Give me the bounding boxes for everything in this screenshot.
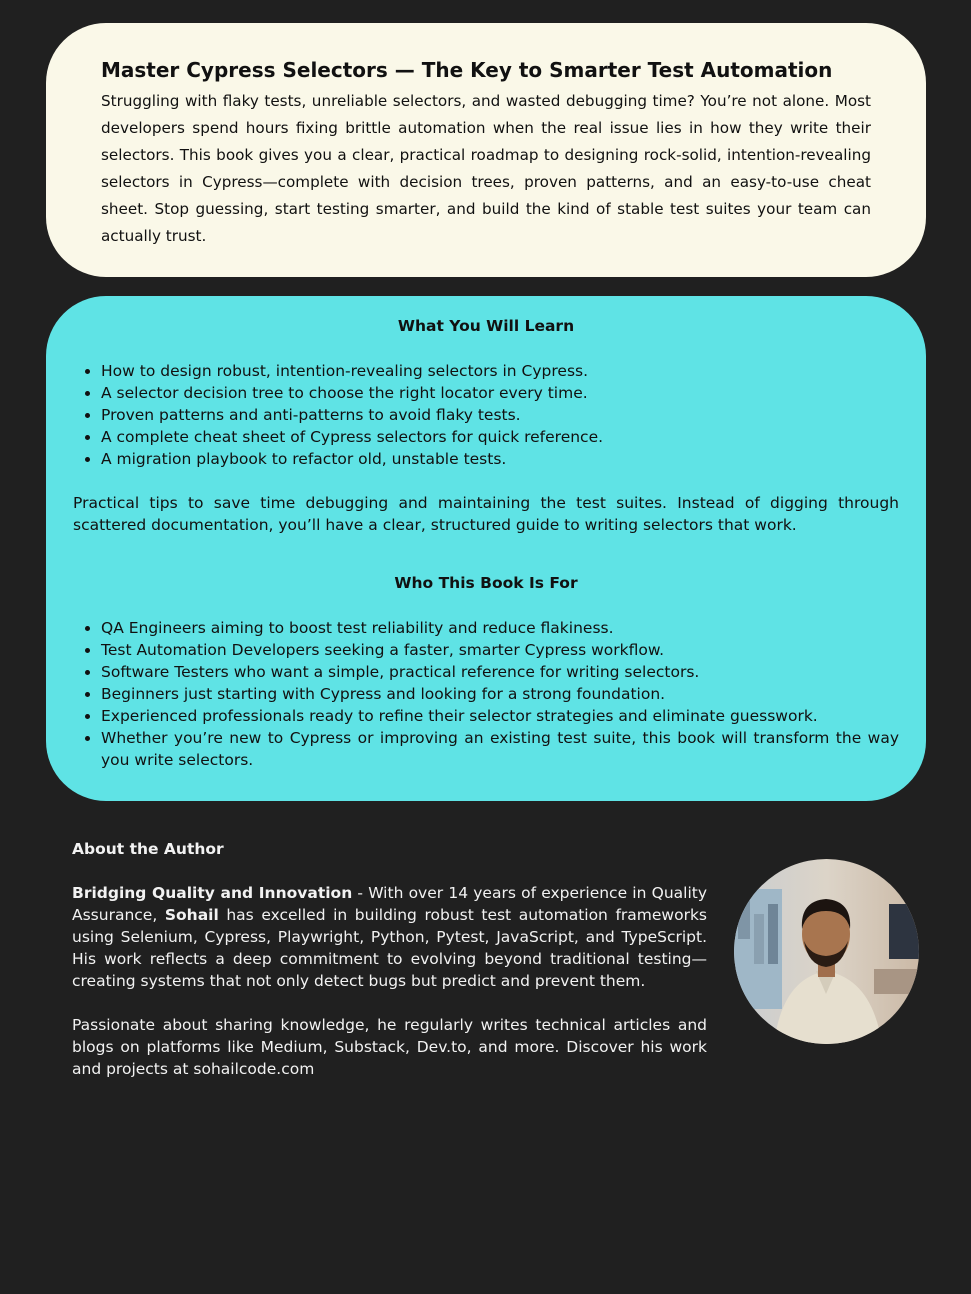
book-title: Master Cypress Selectors — The Key to Smarter Test Automation	[101, 58, 833, 82]
list-item: • A selector decision tree to choose the right locator every time.	[101, 382, 899, 404]
list-item: • Whether you’re new to Cypress or improving an existing test suite, this book will transform the way you write selectors.	[101, 727, 899, 771]
about-heading: About the Author	[72, 840, 224, 858]
author-links-text: Passionate about sharing knowledge, he regularly writes technical articles and blogs on platforms like Medium, Substack, Dev.to, and more. Discover his work and projects at sohailcode.com	[72, 1016, 707, 1078]
learn-heading: What You Will Learn	[397, 317, 575, 335]
bio-tagline: Bridging Quality and Innovation	[72, 884, 353, 902]
bio-text-a: - With over 14 years of experience in Quality Assurance,	[72, 884, 708, 924]
list-item: • A complete cheat sheet of Cypress selectors for quick reference.	[101, 426, 899, 448]
learn-list	[73, 360, 899, 470]
list-item: • Proven patterns and anti-patterns to avoid flaky tests.	[101, 404, 899, 426]
list-item: • Beginners just starting with Cypress and looking for a strong foundation.	[101, 683, 899, 705]
author-bio	[72, 882, 707, 992]
audience-heading: Who This Book Is For	[394, 574, 578, 592]
list-item: • Software Testers who want a simple, practical reference for writing selectors.	[101, 661, 899, 683]
author-portrait-icon	[734, 859, 919, 1044]
list-item: • QA Engineers aiming to boost test reliability and reduce flakiness.	[101, 617, 899, 639]
list-item: • Experienced professionals ready to refine their selector strategies and eliminate guesswork.	[101, 705, 899, 727]
list-item: • How to design robust, intention-revealing selectors in Cypress.	[101, 360, 899, 382]
learn-card	[46, 296, 926, 801]
intro-card	[46, 23, 926, 277]
about-author-section	[72, 838, 707, 1080]
bio-text-b: has excelled in building robust test automation frameworks using Selenium, Cypress, Playwright, Python, Pytest, JavaScript, and TypeScript. His work reflects a deep commitment to evolving beyond traditional testing—creating systems that not only detect bugs but predict and prevent them.	[72, 906, 707, 990]
audience-list	[73, 617, 899, 771]
author-photo	[734, 859, 919, 1044]
practical-tips-text: Practical tips to save time debugging and maintaining the test suites. Instead of digging through scattered documentation, you’ll have a clear, structured guide to writing selectors that work.	[73, 494, 899, 534]
list-item: • Test Automation Developers seeking a faster, smarter Cypress workflow.	[101, 639, 899, 661]
list-item: • A migration playbook to refactor old, unstable tests.	[101, 448, 899, 470]
intro-description: Struggling with flaky tests, unreliable selectors, and wasted debugging time? You’re not alone. Most developers spend hours fixing brittle automation when the real issue lies in how they write their selectors. This book gives you a clear, practical roadmap to designing rock-solid, intention-revealing selectors in Cypress—complete with decision trees, proven patterns, and an easy-to-use cheat sheet. Stop guessing, start testing smarter, and build the kind of stable test suites your team can actually trust.	[101, 92, 871, 245]
author-name: Sohail	[164, 906, 219, 924]
